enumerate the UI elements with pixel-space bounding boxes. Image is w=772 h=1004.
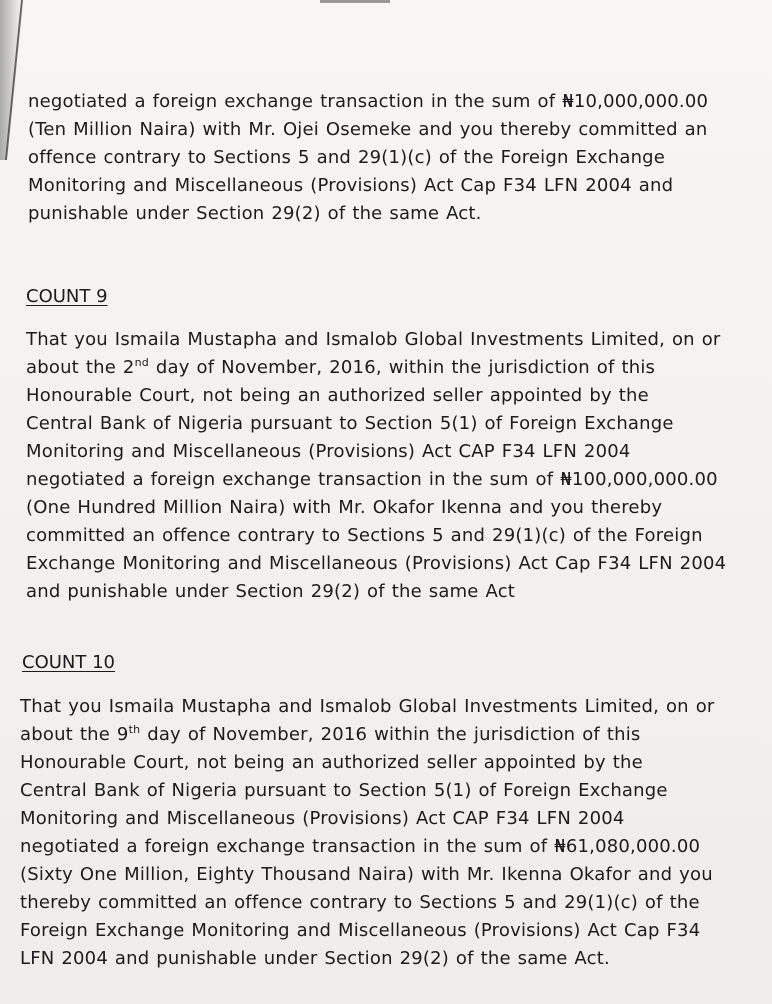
text-line: punishable under Section 29(2) of the same Act. xyxy=(28,203,482,224)
text-line: negotiated a foreign exchange transaction in the sum of ₦10,000,000.00 xyxy=(28,91,709,112)
text-line: (One Hundred Million Naira) with Mr. Okafor Ikenna and you thereby xyxy=(26,497,663,518)
ordinal-day xyxy=(117,724,140,745)
text-line: LFN 2004 and punishable under Section 29(2) of the same Act. xyxy=(20,948,610,969)
text-line: (Sixty One Million, Eighty Thousand Naira) with Mr. Ikenna Okafor and you xyxy=(20,864,713,885)
text-fragment: about the xyxy=(20,724,110,745)
text-line: thereby committed an offence contrary to Sections 5 and 29(1)(c) of the xyxy=(20,892,700,913)
ordinal-day xyxy=(123,357,149,378)
text-line: Honourable Court, not being an authorized seller appointed by the xyxy=(26,385,649,406)
text-line: Foreign Exchange Monitoring and Miscellaneous (Provisions) Act Cap F34 xyxy=(20,920,701,941)
paragraph-count8-continuation xyxy=(28,88,718,228)
text-line: Central Bank of Nigeria pursuant to Section 5(1) of Foreign Exchange xyxy=(20,780,668,801)
text-line: Monitoring and Miscellaneous (Provisions) Act CAP F34 LFN 2004 xyxy=(26,441,631,462)
text-line: Honourable Court, not being an authorized seller appointed by the xyxy=(20,752,643,773)
day-number: 9 xyxy=(116,724,129,745)
count-9-paragraph xyxy=(26,326,727,606)
text-fragment: day of November, 2016, within the jurisdiction of this xyxy=(155,357,656,378)
text-line-with-date xyxy=(26,354,716,382)
top-edge-mark xyxy=(320,0,390,3)
text-line: Exchange Monitoring and Miscellaneous (Provisions) Act Cap F34 LFN 2004 xyxy=(26,553,727,574)
text-line: That you Ismaila Mustapha and Ismalob Global Investments Limited, on or xyxy=(20,696,715,717)
text-line: (Ten Million Naira) with Mr. Ojei Osemeke and you thereby committed an xyxy=(28,119,708,140)
count-9-heading: COUNT 9 xyxy=(26,286,108,307)
text-line: negotiated a foreign exchange transaction in the sum of ₦100,000,000.00 xyxy=(26,469,718,490)
count-10-heading: COUNT 10 xyxy=(22,652,115,673)
text-line: Central Bank of Nigeria pursuant to Section 5(1) of Foreign Exchange xyxy=(26,413,674,434)
text-line: Monitoring and Miscellaneous (Provisions) Act Cap F34 LFN 2004 and xyxy=(28,175,674,196)
text-line: committed an offence contrary to Sections 5 and 29(1)(c) of the Foreign xyxy=(26,525,703,546)
text-line: Monitoring and Miscellaneous (Provisions) Act CAP F34 LFN 2004 xyxy=(20,808,625,829)
ordinal-suffix: th xyxy=(128,723,141,736)
text-line: That you Ismaila Mustapha and Ismalob Global Investments Limited, on or xyxy=(26,329,721,350)
text-line-with-date xyxy=(20,721,710,749)
day-number: 2 xyxy=(122,357,135,378)
text-line: negotiated a foreign exchange transaction in the sum of ₦61,080,000.00 xyxy=(20,836,701,857)
text-line: offence contrary to Sections 5 and 29(1)(c) of the Foreign Exchange xyxy=(28,147,666,168)
text-fragment: day of November, 2016 within the jurisdiction of this xyxy=(147,724,641,745)
text-line: and punishable under Section 29(2) of the same Act xyxy=(26,581,516,602)
ordinal-suffix: nd xyxy=(134,356,149,369)
text-fragment: about the xyxy=(26,357,116,378)
count-10-paragraph xyxy=(20,693,715,973)
